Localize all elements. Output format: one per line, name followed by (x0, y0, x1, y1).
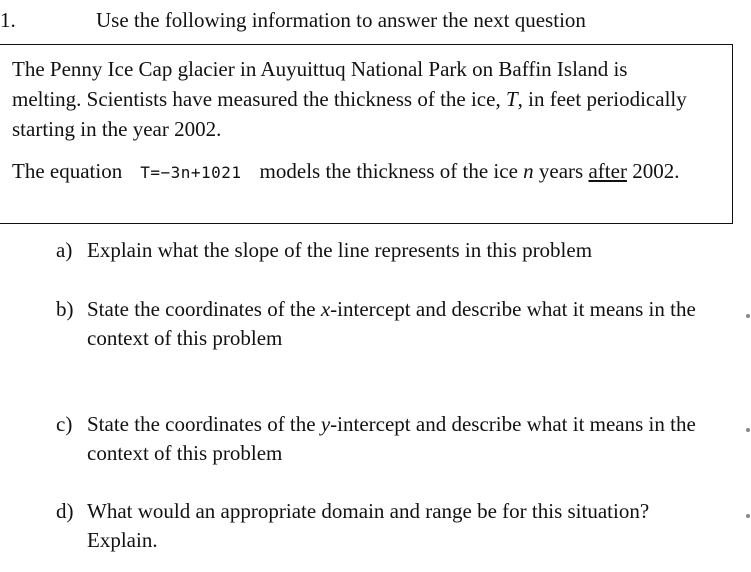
part-c (56, 410, 716, 468)
part-text (87, 497, 716, 555)
info-paragraph-2 (12, 156, 712, 188)
part-text (87, 410, 716, 468)
question-number: 1. (0, 8, 16, 32)
part-a (56, 236, 716, 265)
part-text-after: -intercept and describe what it means in the context of this problem (87, 297, 696, 350)
edge-mark (746, 428, 750, 432)
variable-n: n (523, 159, 534, 183)
equation: T=−3n+1021 (140, 163, 242, 182)
part-label: d) (56, 499, 74, 523)
part-d (56, 497, 716, 555)
part-text (87, 295, 716, 353)
part-label: a) (56, 238, 73, 262)
part-text-before: What would an appropriate domain and range be for this situation? Explain. (87, 499, 650, 552)
variable-t: T (505, 87, 518, 111)
info-paragraph-1 (12, 54, 702, 144)
edge-mark (746, 514, 750, 518)
years-text: years (533, 159, 589, 183)
part-text-before: Explain what the slope of the line represents in this problem (87, 238, 593, 262)
part-b (56, 295, 716, 353)
edge-mark (746, 314, 750, 318)
after-word: after (588, 159, 627, 183)
part-text (87, 236, 716, 265)
variable-x: x (320, 297, 331, 321)
question-instruction: Use the following information to answer the next question (96, 8, 586, 32)
part-label: b) (56, 297, 74, 321)
year-2002: 2002. (626, 159, 680, 183)
variable-y: y (320, 412, 331, 436)
part-label: c) (56, 412, 73, 436)
part-text-after: -intercept and describe what it means in the context of this problem (87, 412, 696, 465)
equation-description: models the thickness of the ice (259, 159, 524, 183)
part-text-before: State the coordinates of the (87, 412, 321, 436)
info-text-end: , in feet periodically starting in the year 2002. (12, 87, 687, 141)
equation-intro: The equation (12, 159, 123, 183)
part-text-before: State the coordinates of the (87, 297, 321, 321)
info-text: The Penny Ice Cap glacier in Auyuittuq National Park on Baffin Island is melting. Scientists have measured the thickness of the ice, (12, 57, 628, 111)
